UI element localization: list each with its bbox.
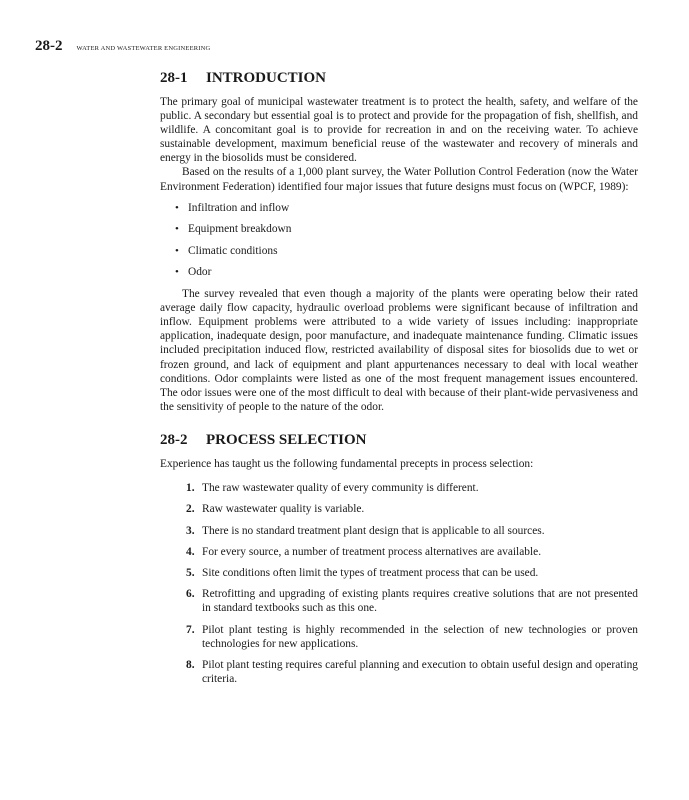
bullet-icon: • xyxy=(175,201,179,214)
list-item: 4. For every source, a number of treatment process alternatives are available. xyxy=(186,545,542,558)
survey-paragraph: The survey revealed that even though a majority of the plants were operating below their rated average daily flow capacity, hydraulic overload problems were significant because of infiltration and inflow. Equipment problems were attributed to a wide variety of issues including: inappropriate application, inadequate design, poor manufacture, and inadequate maintenance funding. Climatic issues included precipitation induced flow, restricted availability of disposal sites for biosolids due to wet or frozen ground, and lack of equipment and plant appurtenances necessary to deal with local weather conditions. Odor complaints were listed as one of the most frequent management issues encountered. The odor issues were one of the most difficult to deal with because of their plant-wide pervasiveness and the sensitivity of people to the nature of the odor. xyxy=(160,288,638,413)
bullet-icon: • xyxy=(175,244,179,257)
list-item: 7. Pilot plant testing is highly recommended in the selection of new technologies or proven technologies for new applications. xyxy=(186,623,638,650)
list-item: 8. Pilot plant testing requires careful planning and execution to obtain useful design and operating criteria. xyxy=(186,659,638,686)
intro-paragraph-2: Based on the results of a 1,000 plant survey, the Water Pollution Control Federation (now the Water Environment Federation) identified four major issues that future designs must focus on (WPCF, 1989): xyxy=(160,166,638,193)
section-title: PROCESS SELECTION xyxy=(206,431,367,448)
process-intro-paragraph: Experience has taught us the following fundamental precepts in process selection: xyxy=(160,457,534,470)
list-item: • Climatic conditions xyxy=(175,244,278,257)
page-number: 28-2 xyxy=(35,38,63,54)
precepts-list xyxy=(186,481,638,686)
bullet-icon: • xyxy=(175,223,179,236)
section-title: INTRODUCTION xyxy=(206,70,327,86)
bullet-icon: • xyxy=(175,266,179,279)
intro-paragraph-1: The primary goal of municipal wastewater treatment is to protect the health, safety, and welfare of the public. A secondary but essential goal is to protect and provide for the propagation of fish, shellfish, and wildlife. A concomitant goal is to provide for recreation in and on the receiving water. To achieve sustainable development, maximum beneficial reuse of the wastewater and recovery of minerals and energy in the biosolids must be considered. xyxy=(160,96,638,165)
list-item: • Infiltration and inflow xyxy=(175,201,290,214)
issues-list xyxy=(175,201,638,280)
list-item: 6. Retrofitting and upgrading of existing plants requires creative solutions that are not presented in standard textbooks such as this one. xyxy=(186,588,638,615)
running-head xyxy=(35,38,210,55)
list-item: • Odor xyxy=(175,266,212,279)
list-item: 1. The raw wastewater quality of every community is different. xyxy=(186,481,479,494)
page-content xyxy=(160,70,638,694)
list-item: 2. Raw wastewater quality is variable. xyxy=(186,503,365,516)
running-title: WATER AND WASTEWATER ENGINEERING xyxy=(76,45,211,52)
list-item: 3. There is no standard treatment plant design that is applicable to all sources. xyxy=(186,524,545,537)
section-heading-introduction xyxy=(160,70,638,87)
list-item: 5. Site conditions often limit the types of treatment process that can be used. xyxy=(186,567,539,580)
section-heading-process-selection xyxy=(160,432,638,449)
list-item: • Equipment breakdown xyxy=(175,223,292,236)
section-number: 28-1 xyxy=(160,70,188,86)
section-number: 28-2 xyxy=(160,431,188,448)
